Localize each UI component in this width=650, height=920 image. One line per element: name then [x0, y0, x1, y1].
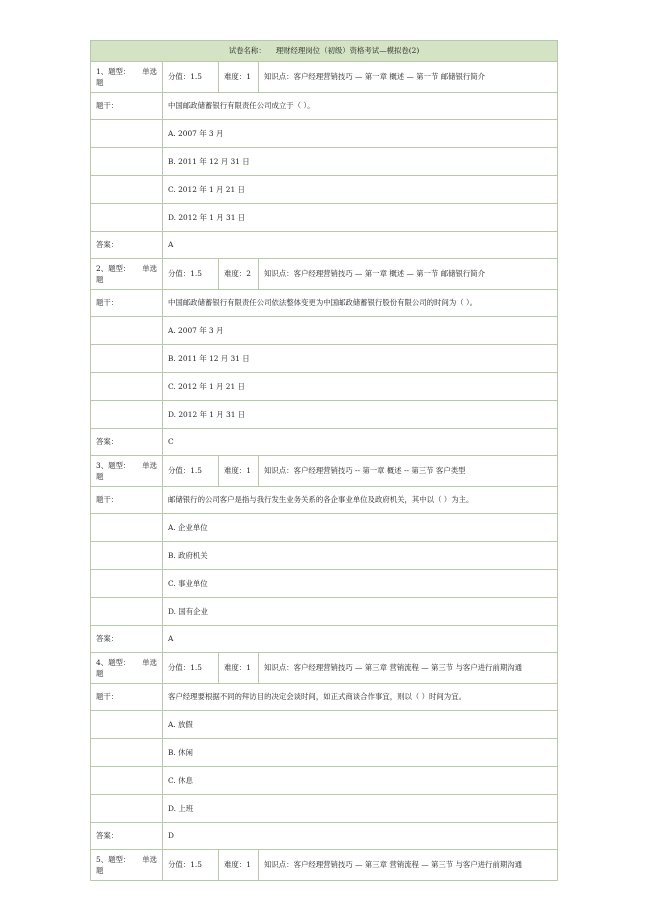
question-number: 2、: [96, 263, 109, 273]
option-row: [91, 598, 558, 626]
answer-option: C. 2012 年 1 月 21 日: [163, 373, 558, 401]
stem-label-cell: [91, 93, 163, 120]
exam-title-text: 理财经理岗位（初级）资格考试—模拟卷(2): [275, 46, 420, 56]
question-type-suffix: 题: [96, 472, 104, 481]
answer-value: D: [163, 823, 558, 850]
question-type-value: 单选: [142, 657, 157, 667]
option-blank-cell: [91, 598, 163, 626]
question-stem-row: [91, 684, 558, 711]
answer-label-cell: [91, 429, 163, 456]
answer-row: [91, 823, 558, 850]
difficulty-label: 难度：: [224, 72, 247, 82]
stem-label: 题干：: [96, 101, 119, 111]
difficulty-label: 难度：: [224, 663, 247, 673]
question-type-suffix-line: [96, 274, 157, 285]
answer-value: C: [163, 429, 558, 456]
question-type-suffix: 题: [96, 866, 104, 875]
answer-row: [91, 626, 558, 653]
question-score: [163, 653, 219, 684]
option-blank-cell: [91, 570, 163, 598]
option-row: [91, 373, 558, 401]
question-type-prefix: 题型：: [108, 657, 131, 667]
question-number: 4、: [96, 657, 109, 667]
option-blank-cell: [91, 204, 163, 232]
option-row: [91, 542, 558, 570]
answer-option: C. 休息: [163, 767, 558, 795]
question-type-suffix: 题: [96, 669, 104, 678]
question-type-suffix-line: [96, 668, 157, 679]
difficulty-value: 1: [246, 466, 251, 476]
option-blank-cell: [91, 176, 163, 204]
difficulty-value: 1: [246, 72, 251, 82]
option-blank-cell: [91, 345, 163, 373]
question-type-value: 单选: [142, 854, 157, 864]
answer-option: C. 2012 年 1 月 21 日: [163, 176, 558, 204]
knowledge-label: 知识点：: [264, 269, 294, 279]
exam-table: [90, 40, 558, 881]
option-row: [91, 401, 558, 429]
knowledge-label: 知识点：: [264, 466, 294, 476]
question-score: [163, 850, 219, 881]
stem-label-cell: [91, 487, 163, 514]
question-type-value: 单选: [142, 460, 157, 470]
difficulty-label: 难度：: [224, 466, 247, 476]
question-type-suffix-line: [96, 77, 157, 88]
question-type: [91, 456, 163, 487]
option-row: [91, 176, 558, 204]
question-stem: 客户经理要根据不同的拜访目的决定会谈时间，如正式商谈合作事宜，则以（ ）时间为宜。: [163, 684, 558, 711]
question-stem: 中国邮政储蓄银行有限责任公司依法整体变更为中国邮政储蓄银行股份有限公司的时间为（ ）。: [163, 290, 558, 317]
score-label: 分值：: [168, 466, 191, 476]
question-type: [91, 653, 163, 684]
knowledge-value: 客户经理营销技巧 — 第一章 概述 — 第一节 邮储银行简介: [293, 72, 486, 82]
question-stem-row: [91, 290, 558, 317]
score-label: 分值：: [168, 269, 191, 279]
question-stem-row: [91, 93, 558, 120]
question-number-type: [96, 263, 130, 274]
stem-label-cell: [91, 684, 163, 711]
stem-label: 题干：: [96, 692, 119, 702]
exam-sheet: [90, 40, 558, 881]
question-number-type: [96, 460, 130, 471]
answer-option: D. 上班: [163, 795, 558, 823]
answer-option: A. 2007 年 3 月: [163, 120, 558, 148]
score-label: 分值：: [168, 860, 191, 870]
option-row: [91, 570, 558, 598]
answer-option: B. 政府机关: [163, 542, 558, 570]
question-type-value: 单选: [142, 66, 157, 76]
question-type: [91, 62, 163, 93]
answer-option: A. 放假: [163, 711, 558, 739]
knowledge-label: 知识点：: [264, 663, 294, 673]
option-row: [91, 148, 558, 176]
question-type: [91, 259, 163, 290]
answer-option: A. 2007 年 3 月: [163, 317, 558, 345]
option-row: [91, 345, 558, 373]
question-type-line: [96, 460, 157, 471]
difficulty-value: 1: [246, 860, 251, 870]
question-type-suffix: 题: [96, 275, 104, 284]
question-type-line: [96, 657, 157, 668]
question-meta-row: [91, 456, 558, 487]
question-number: 1、: [96, 66, 109, 76]
question-type-line: [96, 66, 157, 77]
knowledge-value: 客户经理营销技巧 — 第三章 营销流程 — 第三节 与客户进行前期沟通: [293, 860, 523, 870]
question-score: [163, 456, 219, 487]
question-type-suffix-line: [96, 865, 157, 876]
answer-option: C. 事业单位: [163, 570, 558, 598]
option-row: [91, 204, 558, 232]
question-number: 3、: [96, 460, 109, 470]
question-knowledge-point: [259, 653, 558, 684]
option-row: [91, 120, 558, 148]
answer-label-cell: [91, 823, 163, 850]
question-difficulty: [219, 653, 259, 684]
option-blank-cell: [91, 542, 163, 570]
exam-title-label: 试卷名称：: [228, 46, 266, 56]
question-number-type: [96, 854, 130, 865]
option-row: [91, 795, 558, 823]
answer-label-cell: [91, 626, 163, 653]
question-type-line: [96, 854, 157, 865]
answer-row: [91, 429, 558, 456]
question-stem-row: [91, 487, 558, 514]
stem-label: 题干：: [96, 298, 119, 308]
answer-value: A: [163, 626, 558, 653]
question-meta-row: [91, 62, 558, 93]
option-blank-cell: [91, 401, 163, 429]
option-blank-cell: [91, 148, 163, 176]
question-score: [163, 62, 219, 93]
difficulty-label: 难度：: [224, 860, 247, 870]
question-type-line: [96, 263, 157, 274]
difficulty-value: 1: [246, 663, 251, 673]
question-stem: 中国邮政储蓄银行有限责任公司成立于（ ）。: [163, 93, 558, 120]
score-label: 分值：: [168, 72, 191, 82]
question-knowledge-point: [259, 259, 558, 290]
option-blank-cell: [91, 514, 163, 542]
option-blank-cell: [91, 795, 163, 823]
question-number-type: [96, 66, 130, 77]
answer-row: [91, 232, 558, 259]
question-meta-row: [91, 850, 558, 881]
question-difficulty: [219, 850, 259, 881]
difficulty-label: 难度：: [224, 269, 247, 279]
answer-label: 答案：: [96, 240, 119, 250]
knowledge-label: 知识点：: [264, 860, 294, 870]
question-score: [163, 259, 219, 290]
stem-label-cell: [91, 290, 163, 317]
answer-label: 答案：: [96, 831, 119, 841]
question-number-type: [96, 657, 130, 668]
knowledge-value: 客户经理营销技巧 — 第三章 营销流程 — 第三节 与客户进行前期沟通: [293, 663, 523, 673]
knowledge-label: 知识点：: [264, 72, 294, 82]
exam-title: [91, 41, 558, 62]
option-blank-cell: [91, 739, 163, 767]
question-stem: 邮储银行的公司客户是指与我行发生业务关系的各企事业单位及政府机关，其中以（ ）为主。: [163, 487, 558, 514]
option-blank-cell: [91, 120, 163, 148]
question-meta-row: [91, 259, 558, 290]
answer-label: 答案：: [96, 437, 119, 447]
question-type-value: 单选: [142, 263, 157, 273]
knowledge-value: 客户经理营销技巧 — 第一章 概述 — 第一节 邮储银行简介: [293, 269, 486, 279]
question-type-suffix-line: [96, 471, 157, 482]
answer-option: B. 休闲: [163, 739, 558, 767]
question-type: [91, 850, 163, 881]
stem-label: 题干：: [96, 495, 119, 505]
option-row: [91, 767, 558, 795]
knowledge-value: 客户经理营销技巧 -- 第一章 概述 -- 第三节 客户类型: [293, 466, 466, 476]
question-knowledge-point: [259, 850, 558, 881]
option-row: [91, 317, 558, 345]
answer-label-cell: [91, 232, 163, 259]
option-row: [91, 514, 558, 542]
question-difficulty: [219, 259, 259, 290]
score-label: 分值：: [168, 663, 191, 673]
option-blank-cell: [91, 317, 163, 345]
score-value: 1.5: [190, 860, 202, 870]
score-value: 1.5: [190, 72, 202, 82]
answer-label: 答案：: [96, 634, 119, 644]
score-value: 1.5: [190, 466, 202, 476]
question-difficulty: [219, 62, 259, 93]
answer-option: B. 2011 年 12 月 31 日: [163, 345, 558, 373]
question-type-prefix: 题型：: [108, 460, 131, 470]
option-row: [91, 711, 558, 739]
question-number: 5、: [96, 854, 109, 864]
answer-option: D. 2012 年 1 月 31 日: [163, 401, 558, 429]
question-type-suffix: 题: [96, 78, 104, 87]
answer-option: D. 国有企业: [163, 598, 558, 626]
answer-option: B. 2011 年 12 月 31 日: [163, 148, 558, 176]
exam-title-row: [91, 41, 558, 62]
answer-option: A. 企业单位: [163, 514, 558, 542]
question-knowledge-point: [259, 62, 558, 93]
answer-value: A: [163, 232, 558, 259]
question-type-prefix: 题型：: [108, 854, 131, 864]
option-blank-cell: [91, 767, 163, 795]
score-value: 1.5: [190, 269, 202, 279]
answer-option: D. 2012 年 1 月 31 日: [163, 204, 558, 232]
difficulty-value: 2: [246, 269, 251, 279]
question-knowledge-point: [259, 456, 558, 487]
question-type-prefix: 题型：: [108, 66, 131, 76]
question-difficulty: [219, 456, 259, 487]
question-meta-row: [91, 653, 558, 684]
question-type-prefix: 题型：: [108, 263, 131, 273]
score-value: 1.5: [190, 663, 202, 673]
option-row: [91, 739, 558, 767]
option-blank-cell: [91, 373, 163, 401]
option-blank-cell: [91, 711, 163, 739]
